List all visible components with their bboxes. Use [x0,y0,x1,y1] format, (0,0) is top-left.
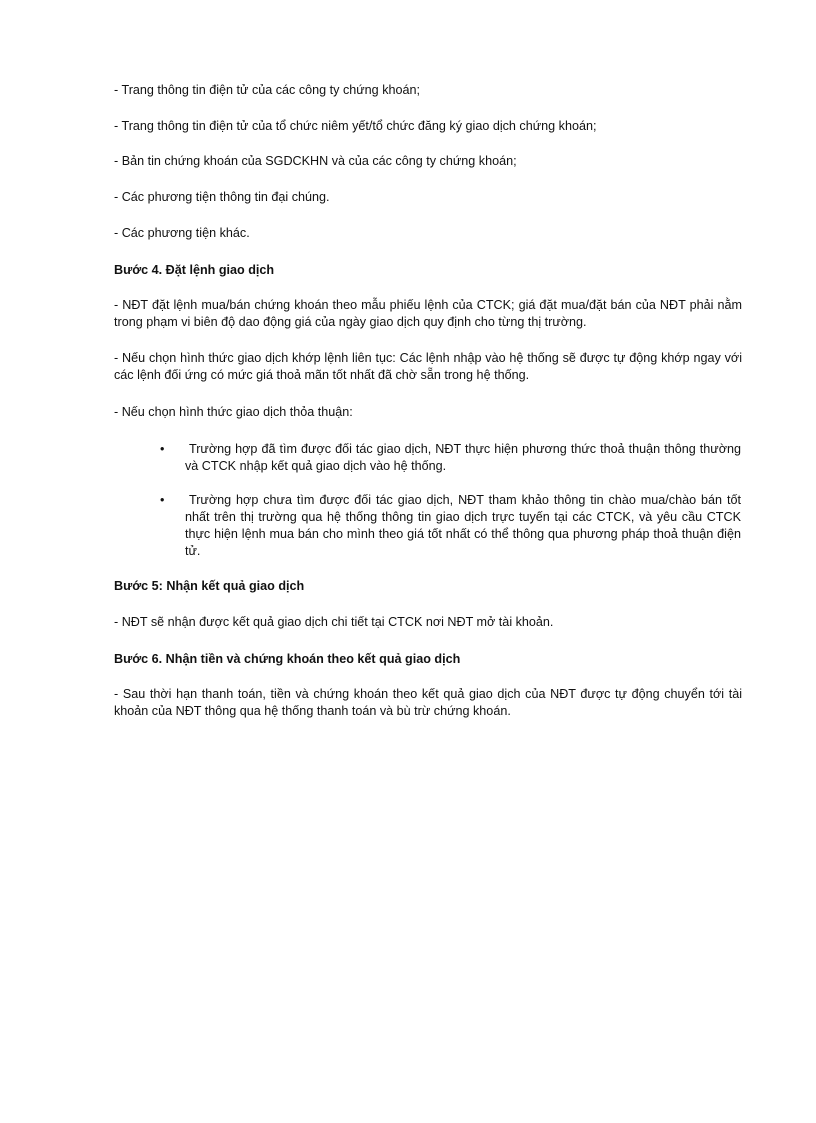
bullet-text: Trường hợp đã tìm được đối tác giao dịch, NĐT thực hiện phương thức thoả thuận thông thường và CTCK nhập kết quả giao dịch vào hệ thống. [185,442,741,473]
intro-list-item: - Trang thông tin điện tử của tổ chức niêm yết/tổ chức đăng ký giao dịch chứng khoán; [114,119,597,133]
step4-paragraph: - Nếu chọn hình thức giao dịch thỏa thuận: [114,405,353,419]
bullet-icon: • [160,442,165,456]
intro-list-item: - Bản tin chứng khoán của SGDCKHN và của các công ty chứng khoán; [114,154,517,168]
step4-paragraph: - NĐT đặt lệnh mua/bán chứng khoán theo mẫu phiếu lệnh của CTCK; giá đặt mua/đặt bán của NĐT phải nằm trong phạm vi biên độ dao động giá của ngày giao dịch quy định cho từng thị trường. [114,298,742,329]
step5-paragraph: - NĐT sẽ nhận được kết quả giao dịch chi tiết tại CTCK nơi NĐT mở tài khoản. [114,615,554,629]
step4-paragraph: - Nếu chọn hình thức giao dịch khớp lệnh liên tục: Các lệnh nhập vào hệ thống sẽ được tự động khớp ngay với các lệnh đối ứng có mức giá thoả mãn tốt nhất đã chờ sẵn trong hệ thống. [114,351,742,382]
intro-list-item: - Các phương tiện khác. [114,226,250,240]
step6-heading: Bước 6. Nhận tiền và chứng khoán theo kết quả giao dịch [114,652,461,666]
step4-heading: Bước 4. Đặt lệnh giao dịch [114,263,275,277]
bullet-text: Trường hợp chưa tìm được đối tác giao dịch, NĐT tham khảo thông tin chào mua/chào bán tốt nhất trên thị trường qua hệ thống thông tin giao dịch trực tuyến tại các CTCK, và yêu cầu CTCK thực hiện lệnh mua bán cho mình theo giá tốt nhất có thể thông qua phương pháp thoả thuận điện tử. [185,493,741,558]
intro-list-item: - Các phương tiện thông tin đại chúng. [114,190,330,204]
step6-paragraph: - Sau thời hạn thanh toán, tiền và chứng khoán theo kết quả giao dịch của NĐT được tự động chuyển tới tài khoản của NĐT thông qua hệ thống thanh toán và bù trừ chứng khoán. [114,687,742,718]
intro-list-item: - Trang thông tin điện tử của các công ty chứng khoán; [114,83,421,97]
step5-heading: Bước 5: Nhận kết quả giao dịch [114,579,305,593]
bullet-icon: • [160,493,165,507]
